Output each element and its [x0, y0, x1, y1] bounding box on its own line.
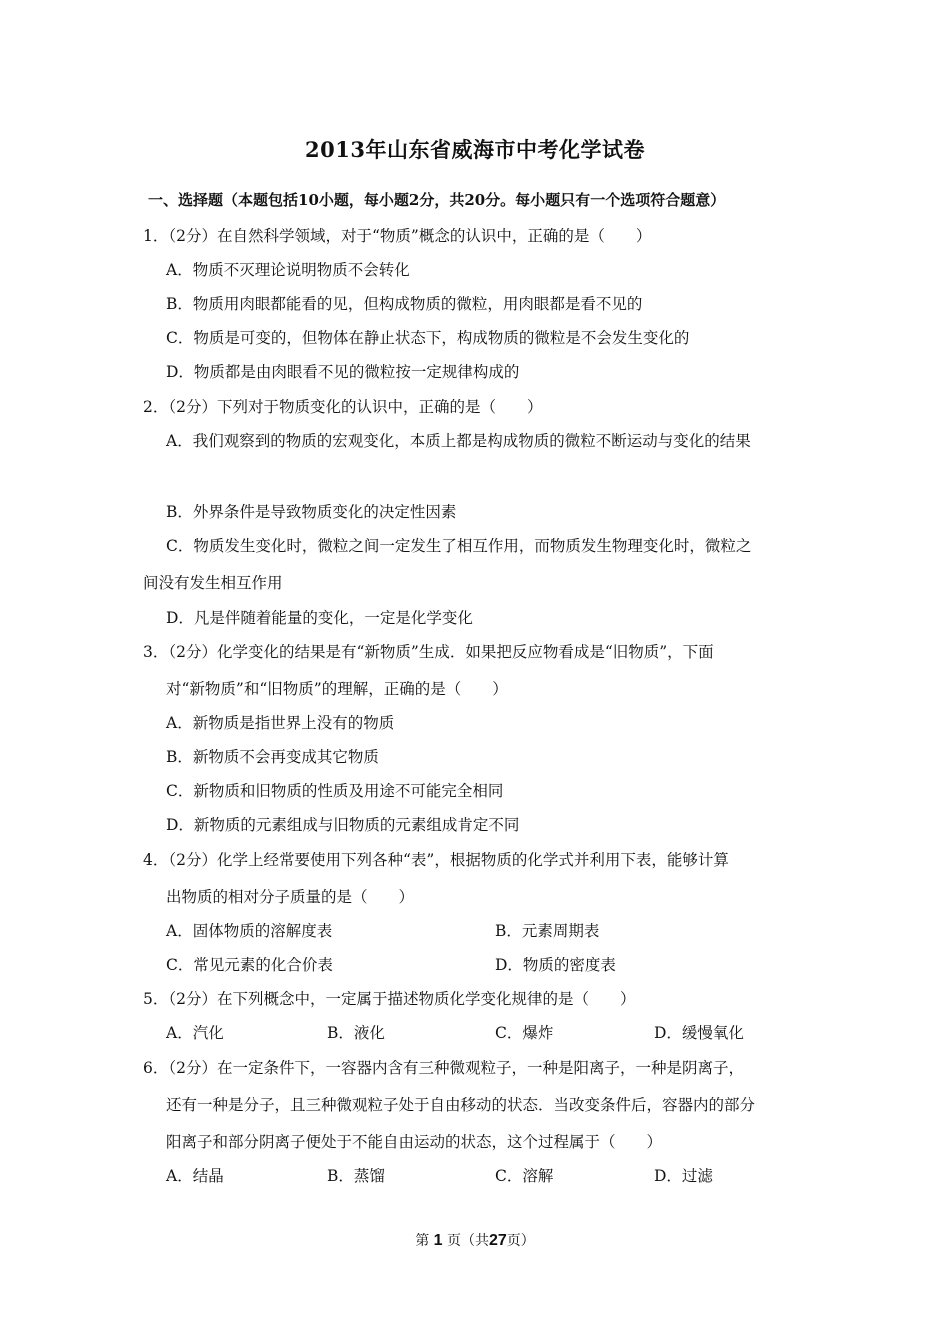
- question-1-option-b: B．物质用肉眼都能看的见，但构成物质的微粒，用肉眼都是看不见的: [166, 295, 643, 313]
- question-2-option-b: B．外界条件是导致物质变化的决定性因素: [166, 503, 457, 521]
- page-footer: [0, 1230, 950, 1250]
- question-3-option-c: C．新物质和旧物质的性质及用途不可能完全相同: [166, 782, 504, 800]
- question-4-option-a: A．固体物质的溶解度表: [166, 922, 333, 940]
- page-number: 1: [433, 1232, 443, 1249]
- question-3-option-b: B．新物质不会再变成其它物质: [166, 748, 379, 766]
- question-2-option-c: C．物质发生变化时，微粒之间一定发生了相互作用，而物质发生物理变化时，微粒之: [166, 537, 752, 555]
- question-3-stem: 3．（2分）化学变化的结果是有“新物质”生成．如果把反应物看成是“旧物质”，下面: [143, 643, 714, 661]
- question-6-stem-cont-2: 阳离子和部分阴离子便处于不能自由运动的状态，这个过程属于（ ）: [166, 1133, 663, 1151]
- question-2-option-c-cont: 间没有发生相互作用: [143, 574, 283, 592]
- total-pages: 27: [489, 1232, 507, 1249]
- question-6-option-b: B．蒸馏: [327, 1167, 385, 1185]
- question-6-stem-cont-1: 还有一种是分子，且三种微观粒子处于自由移动的状态．当改变条件后，容器内的部分: [166, 1096, 756, 1114]
- question-5-option-c: C．爆炸: [495, 1024, 554, 1042]
- question-3-option-a: A．新物质是指世界上没有的物质: [166, 714, 395, 732]
- question-1-stem: 1．（2分）在自然科学领域，对于“物质”概念的认识中，正确的是（ ）: [143, 227, 652, 245]
- question-3-option-d: D．新物质的元素组成与旧物质的元素组成肯定不同: [166, 816, 520, 834]
- question-2-stem: 2．（2分）下列对于物质变化的认识中，正确的是（ ）: [143, 398, 543, 416]
- question-5-option-a: A．汽化: [166, 1024, 224, 1042]
- question-6-option-d: D．过滤: [654, 1167, 713, 1185]
- question-6-option-a: A．结晶: [166, 1167, 224, 1185]
- question-1-option-d: D．物质都是由肉眼看不见的微粒按一定规律构成的: [166, 363, 520, 381]
- footer-suffix: 页）: [506, 1233, 535, 1249]
- question-6-option-c: C．溶解: [495, 1167, 554, 1185]
- question-1-option-a: A．物质不灭理论说明物质不会转化: [166, 261, 410, 279]
- question-1-option-c: C．物质是可变的，但物体在静止状态下，构成物质的微粒是不会发生变化的: [166, 329, 690, 347]
- page-title: 2013年山东省威海市中考化学试卷: [305, 137, 645, 162]
- footer-middle: 页（共: [447, 1233, 489, 1249]
- footer-prefix: 第: [415, 1233, 430, 1249]
- question-4-option-b: B．元素周期表: [495, 922, 600, 940]
- question-5-stem: 5．（2分）在下列概念中，一定属于描述物质化学变化规律的是（ ）: [143, 990, 636, 1008]
- question-4-stem: 4．（2分）化学上经常要使用下列各种“表”，根据物质的化学式并利用下表，能够计算: [143, 851, 729, 869]
- question-3-stem-cont: 对“新物质”和“旧物质”的理解，正确的是（ ）: [166, 680, 508, 698]
- question-6-stem: 6．（2分）在一定条件下，一容器内含有三种微观粒子，一种是阳离子，一种是阴离子，: [143, 1059, 744, 1077]
- question-5-option-b: B．液化: [327, 1024, 385, 1042]
- question-4-option-c: C．常见元素的化合价表: [166, 956, 333, 974]
- section-heading: 一、选择题（本题包括10小题，每小题2分，共20分。每小题只有一个选项符合题意）: [148, 191, 726, 209]
- question-2-option-d: D．凡是伴随着能量的变化，一定是化学变化: [166, 609, 473, 627]
- question-4-option-d: D．物质的密度表: [495, 956, 616, 974]
- question-5-option-d: D．缓慢氧化: [654, 1024, 744, 1042]
- question-4-stem-cont: 出物质的相对分子质量的是（ ）: [166, 888, 415, 906]
- question-2-option-a: A．我们观察到的物质的宏观变化，本质上都是构成物质的微粒不断运动与变化的结果: [166, 432, 751, 450]
